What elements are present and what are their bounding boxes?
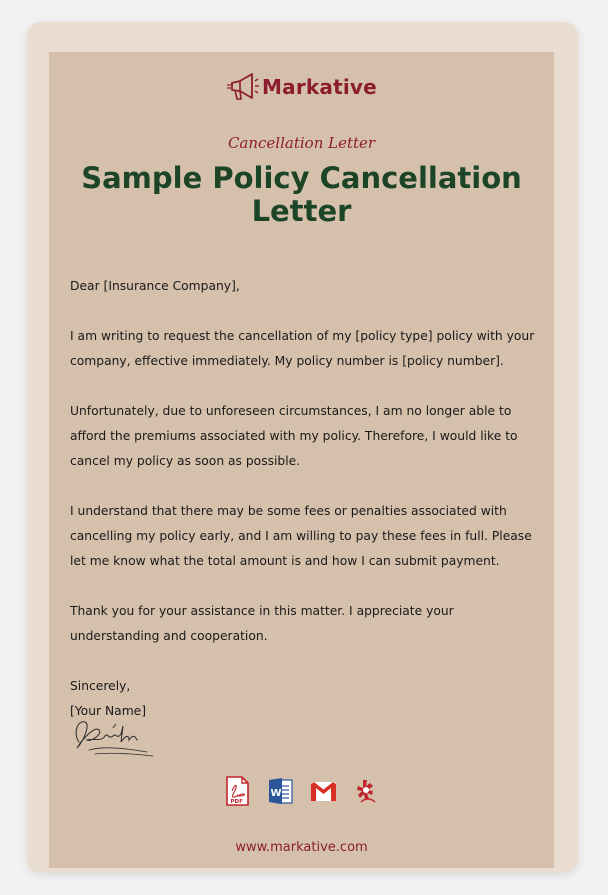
handwritten-signature [69, 712, 159, 760]
letter-closing: Sincerely, [70, 679, 131, 693]
letter-greeting: Dear [Insurance Company], [70, 279, 240, 293]
website-link[interactable]: www.markative.com [235, 840, 368, 855]
svg-text:PDF: PDF [230, 799, 243, 805]
letter-paragraph: I understand that there may be some fees or penalties associated with cancelling my policy early, and I am willing to pay these fees in full. Please let me know what the total amount is and how I can submit payment. [70, 504, 532, 568]
letter-paragraph: Thank you for your assistance in this matter. I appreciate your understanding and cooperation. [70, 604, 454, 643]
letter-card [27, 22, 578, 873]
word-icon[interactable] [267, 776, 294, 806]
gmail-icon[interactable] [310, 776, 337, 806]
brand-header [49, 70, 554, 104]
pdf-icon[interactable] [224, 776, 251, 806]
letter-title: Sample Policy Cancellation Letter [81, 161, 522, 228]
letter-category: Cancellation Letter [227, 134, 376, 152]
letter-paragraph: Unfortunately, due to unforeseen circumstances, I am no longer able to afford the premiums associated with my policy. Therefore, I would like to cancel my policy as soon as possible. [70, 404, 518, 468]
brand-name: Markative [262, 75, 377, 99]
megaphone-icon [226, 71, 260, 103]
svg-text:W: W [270, 788, 282, 799]
download-options [49, 776, 554, 806]
adobe-acrobat-icon[interactable] [353, 776, 380, 806]
letter-signer: [Your Name] [70, 704, 147, 718]
letter-body [70, 274, 540, 724]
letter-paper [49, 52, 554, 868]
letter-paragraph: I am writing to request the cancellation of my [policy type] policy with your company, effective immediately. My policy number is [policy number]. [70, 329, 535, 368]
